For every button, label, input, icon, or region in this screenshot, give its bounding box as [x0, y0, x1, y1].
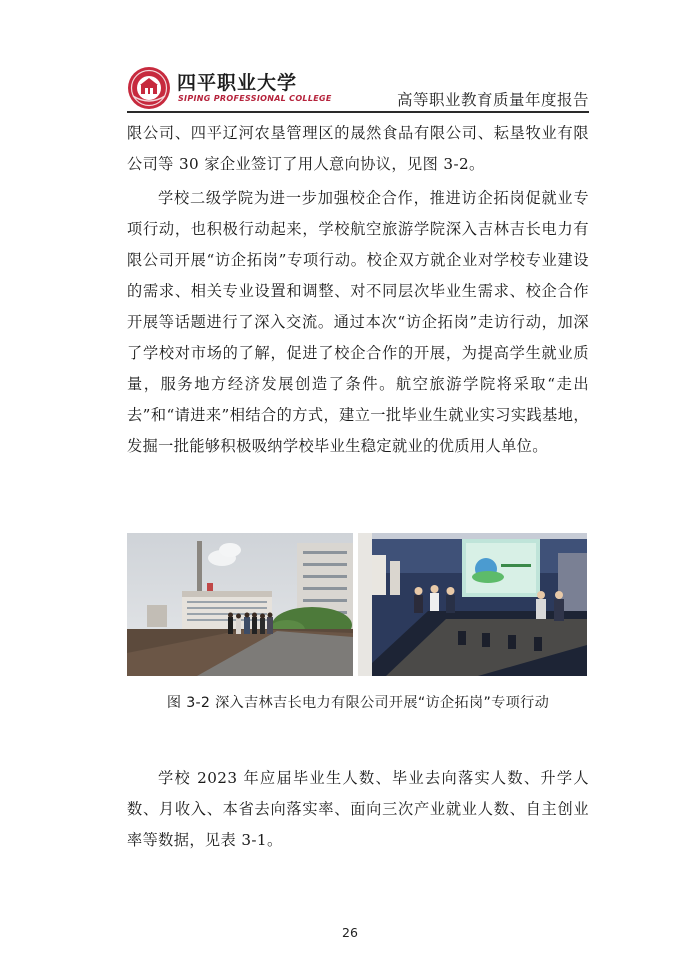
- school-name-en: SIPING PROFESSIONAL COLLEGE: [178, 94, 332, 103]
- report-title: 高等职业教育质量年度报告: [396, 91, 589, 109]
- header-divider: [127, 111, 589, 113]
- paragraph-3: 学校 2023 年应届毕业生人数、毕业去向落实人数、升学人数、月收入、本省去向落实率、面向三次产业就业人数、自主创业率等数据，见表 3-1。: [127, 769, 589, 849]
- photo-power-plant-visit: [127, 533, 353, 676]
- figure-caption: 图 3-2 深入吉林吉长电力有限公司开展“访企拓岗”专项行动: [166, 695, 550, 711]
- figure-photos: [127, 533, 587, 676]
- photo-meeting-room: [358, 533, 587, 676]
- school-logo-icon: [127, 66, 171, 110]
- school-name-cn: 四平职业大学: [177, 72, 298, 94]
- page-header: [127, 62, 589, 112]
- paragraph-1: 限公司、四平辽河农垦管理区的晟然食品有限公司、耘垦牧业有限公司等 30 家企业签订了用人意向协议，见图 3-2。: [127, 124, 589, 173]
- page-number: 26: [342, 925, 358, 940]
- paragraph-2: 学校二级学院为进一步加强校企合作，推进访企拓岗促就业专项行动，也积极行动起来，学校航空旅游学院深入吉林吉长电力有限公司开展“访企拓岗”专项行动。校企双方就企业对学校专业建设的需求、相关专业设置和调整、对不同层次毕业生需求、校企合作开展等话题进行了深入交流。通过本次“访企拓岗”走访行动，加深了学校对市场的了解，促进了校企合作的开展，为提高学生就业质量，服务地方经济发展创造了条件。航空旅游学院将采取“走出去”和“请进来”相结合的方式，建立一批毕业生就业实习实践基地，发掘一批能够积极吸纳学校毕业生稳定就业的优质用人单位。: [127, 189, 589, 455]
